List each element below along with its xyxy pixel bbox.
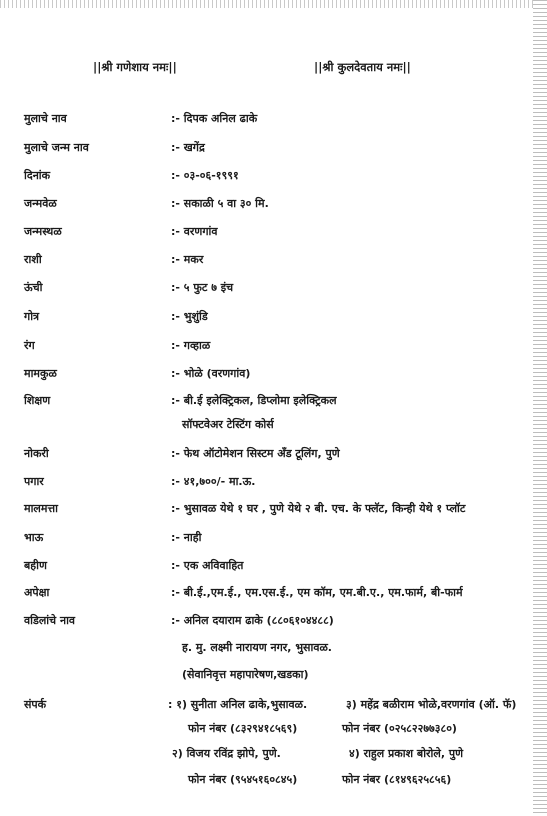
field-value-date: :- ०३-०६-१९९१ [171,169,239,182]
field-value-mamkul: :- भोळे (वरणगांव) [171,367,251,380]
kuldevata-invocation: ||श्री कुलदेवताय नमः|| [314,60,411,74]
contact-2-name: २) विजय रविंद्र झोपे, पुणे. [172,747,281,760]
field-value-birth-time: :- सकाळी ५ वा ३० मि. [171,197,269,210]
ganesh-invocation: ||श्री गणेशाय नमः|| [93,60,177,74]
field-value-complexion: :- गव्हाळ [171,339,211,352]
contact-4-name: ४) राहुल प्रकाश बोरोले, पुणे [349,747,464,760]
field-value-education-extra: सॉफ्टवेअर टेस्टिंग कोर्स [182,418,274,431]
field-value-birth-name: :- खगेंद्र [171,141,205,154]
field-value-brother: :- नाही [171,531,202,544]
field-label-rashi: राशी [24,253,42,266]
field-label-salary: पगार [24,475,44,488]
field-label-height: ऊंची [24,281,43,294]
father-address: ह. मु. लक्ष्मी नारायण नगर, भुसावळ. [182,641,332,654]
field-label-brother: भाऊ [24,531,44,544]
field-value-gotra: :- भुशुंडि [171,310,208,323]
contact-1-name: : १) सुनीता अनिल ढाके,भुसावळ. [168,698,308,711]
field-label-birth-name: मुलाचे जन्म नाव [24,141,89,154]
field-label-name: मुलाचे नाव [24,112,67,125]
right-page-edge [533,0,547,816]
field-value-name: :- दिपक अनिल ढाके [171,112,258,125]
field-label-expectation: अपेक्षा [24,586,50,599]
field-value-job: :- फेथ ऑटोमेशन सिस्टम अँड टूलिंग, पुणे [171,447,340,460]
field-value-expectation: :- बी.ई.,एम.ई., एम.एस.ई., एम कॉम, एम.बी.ए., एम.फार्म, बी-फार्म [171,586,463,599]
field-value-rashi: :- मकर [171,253,204,266]
contact-label: संपर्क [24,698,47,711]
field-label-father-name: वडिलांचे नाव [24,614,76,627]
father-occupation: (सेवानिवृत्त महापारेषण,खडका) [182,668,309,681]
contact-2-phone: फोन नंबर (९५४५१६०८४५) [188,773,298,786]
field-label-date: दिनांक [24,169,51,182]
contact-3-phone: फोन नंबर (०२५८२२७७३८०) [342,722,457,735]
field-value-father-name: :- अनिल दयाराम ढाके (८८०६१०४४८८) [171,614,334,627]
field-label-complexion: रंग [24,339,35,352]
field-value-height: :- ५ फुट ७ इंच [171,281,234,294]
field-label-birth-time: जन्मवेळ [24,197,57,210]
field-value-salary: :- ४१,७००/- मा.ऊ. [171,475,256,488]
field-label-sister: बहीण [24,559,47,572]
field-label-property: मालमत्ता [24,502,58,515]
contact-4-phone: फोन नंबर (८१४९६२५८५६) [342,773,452,786]
field-label-education: शिक्षण [24,394,51,407]
field-label-gotra: गोत्र [24,310,40,323]
top-page-edge [0,0,547,8]
field-value-education: :- बी.ई इलेक्ट्रिकल, डिप्लोमा इलेक्ट्रिकल [171,394,337,407]
field-value-sister: :- एक अविवाहित [171,559,244,572]
contact-3-name: ३) महेंद्र बळीराम भोळे,वरणगांव (ऑ. फॅ) [346,698,517,711]
field-label-birth-place: जन्मस्थळ [24,225,62,238]
field-value-property: :- भुसावळ येथे १ घर , पुणे येथे २ बी. एच. के फ्लॅट, किन्ही येथे १ प्लॉट [171,502,466,515]
field-label-mamkul: मामकुळ [24,367,57,380]
field-label-job: नोकरी [24,447,49,460]
field-value-birth-place: :- वरणगांव [171,225,218,238]
contact-1-phone: फोन नंबर (८३२९४१८५६९) [188,722,298,735]
